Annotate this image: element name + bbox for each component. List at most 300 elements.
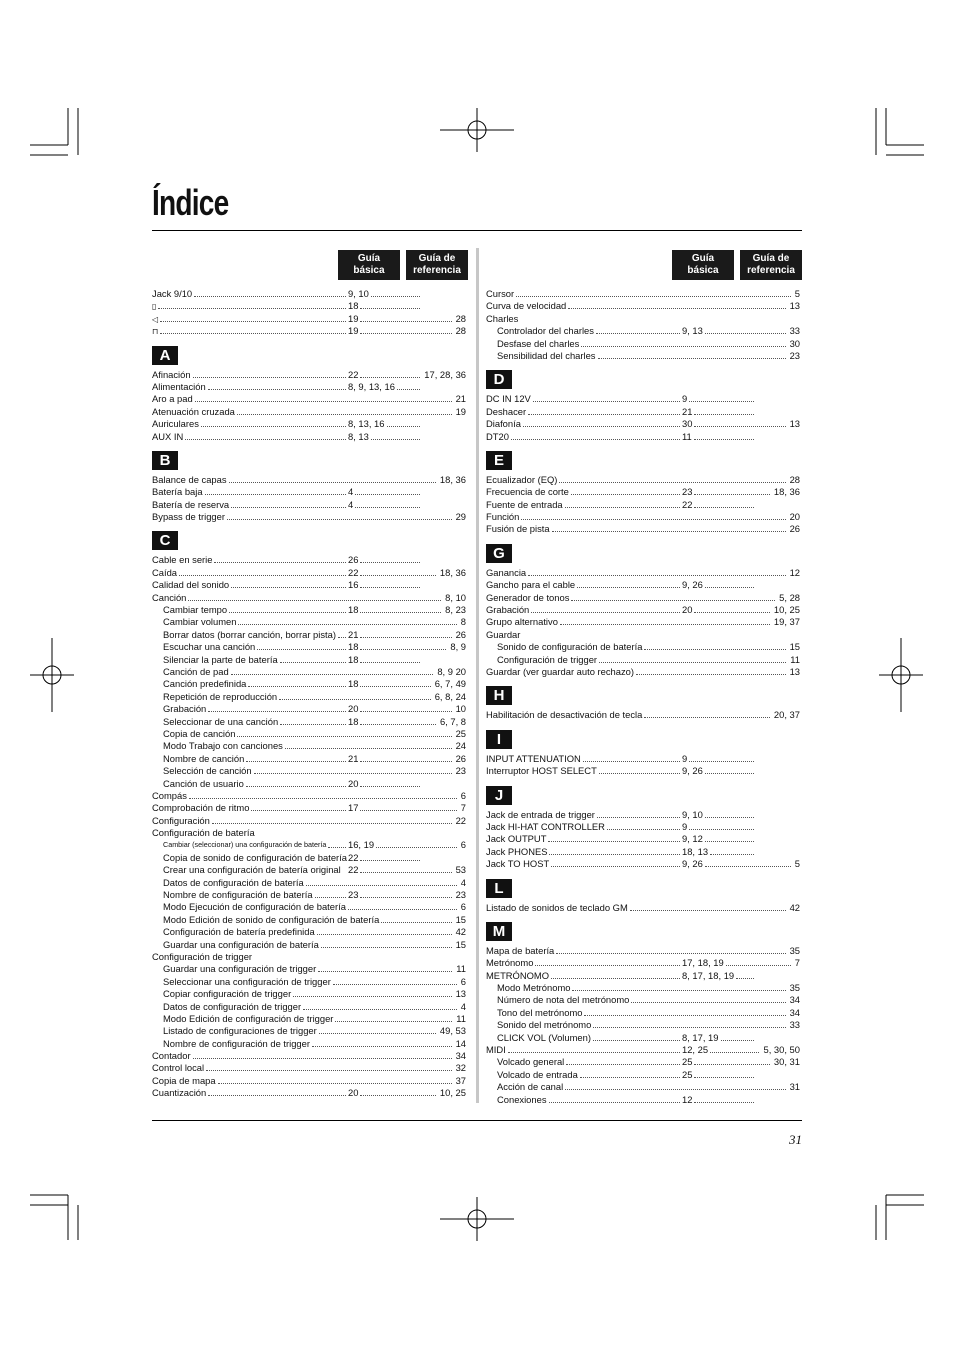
index-entry [152,926,468,938]
entry-label: Configuración de trigger [497,653,598,665]
dot-leader [237,736,452,737]
reference-guide-pages: 19 [455,405,466,417]
index-entry [486,846,802,858]
index-entry [152,728,468,740]
index-entry [486,753,802,765]
dot-leader [251,810,346,811]
entry-label: Sonido de configuración de batería [497,641,643,653]
index-entry [152,431,468,443]
index-entry [152,827,468,839]
dot-leader [636,674,786,675]
reference-guide-pages: 35 [789,944,800,956]
index-entry [486,709,802,721]
basic-guide-pages: 9, 10 [682,808,703,820]
index-entry [486,431,802,443]
reference-guide-pages: 4 [460,876,466,888]
dot-leader [315,897,346,898]
entry-label: Silenciar la parte de batería [163,653,278,665]
basic-guide-pages: 9 [682,820,688,832]
reference-guide-pages: 20 [789,511,800,523]
reference-guide-pages: 11 [456,1012,466,1024]
entry-label: Configuración de trigger [152,950,253,962]
dot-leader [607,829,680,830]
reference-guide-pages: 30 [789,337,800,349]
section-letter-b: B [152,451,178,470]
pad-icon: ⊓ [152,327,159,337]
entry-label: Configuración [152,814,210,826]
entry-label: Conexiones [497,1093,547,1105]
entry-label: Nombre de configuración de batería [163,889,313,901]
dot-leader [528,414,680,415]
dot-leader [535,965,680,966]
index-entry [152,703,468,715]
section-letter-g: G [486,544,512,563]
basic-guide-pages: 22 [348,368,359,380]
basic-guide-pages: 21 [348,752,359,764]
dot-leader [572,990,786,991]
index-entry [486,902,802,914]
dot-leader [705,841,754,842]
dot-leader [318,971,452,972]
reference-guide-pages: 15 [455,938,466,950]
index-entry [152,963,468,975]
basic-guide-pages: 12, 25 [682,1044,709,1056]
reference-guide-pages: 18, 36 [773,486,800,498]
dot-leader [705,773,754,774]
entry-label: Guardar una configuración de trigger [163,963,317,975]
index-entry [486,616,802,628]
reference-guide-pages: 6 [460,789,466,801]
entry-label: Jack PHONES [486,845,548,857]
reference-guide-pages: 23 [455,889,466,901]
index-entry [486,300,802,312]
index-entry [152,579,468,591]
dot-leader [238,624,457,625]
dot-leader [360,662,420,663]
entry-label: Cursor [486,288,515,299]
dot-leader [293,996,452,997]
reference-guide-pages: 11 [790,653,800,665]
entry-label: Bypass de trigger [152,511,225,523]
dot-leader [355,507,420,508]
speaker-icon [152,313,160,326]
dot-leader [355,494,420,495]
basic-guide-pages: 9, 26 [682,765,703,777]
dot-leader [596,333,680,334]
entry-label: INPUT ATTENUATION [486,752,581,764]
entry-label: Fusión de pista [486,523,550,535]
dot-leader [689,401,754,402]
header-basic-line1: Guía [691,253,715,264]
dot-leader [360,562,420,563]
entry-label: Listado de sonidos de teclado GM [486,901,628,913]
dot-leader [552,531,786,532]
index-entry [486,1081,802,1093]
reference-guide-pages: 25 [455,727,466,739]
entry-label: Cambiar (seleccionar) una configuración de batería [163,839,328,851]
dot-leader [577,587,680,588]
dot-leader [548,841,680,842]
entry-label: Atenuación cruzada [152,405,235,417]
basic-guide-pages: 9, 26 [682,579,703,591]
dot-leader [306,885,457,886]
basic-guide-pages: 11 [682,430,692,442]
title-rule [152,230,802,231]
section-letter-j: J [486,786,512,805]
dot-leader [551,978,680,979]
dot-leader [360,377,420,378]
index-entry [152,1001,468,1013]
dot-leader [227,519,452,520]
entry-label: Escuchar una canción [163,641,256,653]
index-entry [486,629,802,641]
index-entry [152,486,468,498]
entry-label: Datos de configuración de trigger [163,1000,302,1012]
basic-guide-pages: 18 [348,300,359,312]
index-entry [486,338,802,350]
index-entry [152,901,468,913]
section-letter-l: L [486,879,512,898]
entry-label: Control local [152,1062,205,1074]
index-entry [152,864,468,876]
index-entry [152,839,468,851]
index-entry [486,499,802,511]
dot-leader [705,587,754,588]
dot-leader [360,649,446,650]
dot-leader [705,817,754,818]
section-letter-d: D [486,370,512,389]
entry-label: Modo Ejecución de configuración de batería [163,901,346,913]
index-entry [486,406,802,418]
reference-guide-pages: 26 [455,628,466,640]
reference-guide-pages: 24 [455,740,466,752]
speaker-icon: ◁ [152,314,159,324]
entry-label: Volcado general [497,1056,565,1068]
entry-label: Habilitación de desactivación de tecla [486,709,643,721]
reference-guide-pages: 8, 23 [445,604,466,616]
reference-guide-pages: 7 [794,957,800,969]
index-entry [486,1044,802,1056]
entry-label: Configuración de batería [152,827,255,839]
dot-leader [208,1095,346,1096]
entry-label: Balance de capas [152,473,227,485]
entry-label: Fuente de entrada [486,498,563,510]
dot-leader [194,296,346,297]
header-ref-line2: referencia [747,265,795,276]
entry-label: Jack HI-HAT CONTROLLER [486,820,605,832]
dot-leader [584,1015,786,1016]
index-entry [152,790,468,802]
dot-leader [694,494,770,495]
entry-label: Modo Edición de sonido de configuración de batería [163,913,380,925]
entry-label: Guardar una configuración de batería [163,938,319,950]
entry-label: Grupo alternativo [486,616,558,628]
reference-guide-pages: 6 [460,901,466,913]
entry-label: Listado de configuraciones de trigger [163,1025,317,1037]
entry-label: Gancho para el cable [486,579,576,591]
reference-guide-pages: 49, 53 [439,1025,466,1037]
dot-leader [533,401,680,402]
reference-guide-pages: 18, 36 [439,473,466,485]
index-entry [486,288,802,300]
basic-guide-pages: 21 [682,405,693,417]
dot-leader [516,296,791,297]
dot-leader [335,1021,452,1022]
dot-leader [158,308,346,309]
entry-label: Sensibilidad del charles [497,349,596,361]
basic-guide-pages: 23 [348,889,359,901]
reference-guide-pages: 5, 28 [779,591,800,603]
index-entry [152,877,468,889]
index-entry [152,691,468,703]
basic-guide-pages: 8, 13, 16 [348,418,385,430]
dot-leader [387,426,420,427]
reference-guide-pages: 4 [460,1000,466,1012]
entry-label: Tono del metrónomo [497,1006,583,1018]
entry-label: Grabación [486,604,530,616]
dot-leader [360,761,452,762]
index-entry [152,1062,468,1074]
reference-guide-pages: 5, 30, 50 [763,1044,800,1056]
reference-guide-pages: 15 [455,913,466,925]
entry-label: Guardar [486,628,521,640]
basic-guide-pages: 8, 9, 13, 16 [348,380,395,392]
reference-guide-pages: 34 [455,1050,466,1062]
index-entry [486,567,802,579]
dot-leader [348,909,457,910]
entry-label: Canción de pad [163,665,229,677]
entry-label: Curva de velocidad [486,300,567,312]
index-entry [486,666,802,678]
basic-guide-pages: 8, 17, 18, 19 [682,969,735,981]
dot-leader [710,854,754,855]
page-number: 31 [789,1132,802,1147]
section-letter-a: A [152,346,178,365]
basic-guide-pages: 22 [348,851,359,863]
dot-leader [565,1089,786,1090]
dot-leader [193,377,346,378]
reference-guide-pages: 26 [455,752,466,764]
dot-leader [229,612,346,613]
dot-leader [581,346,786,347]
dot-leader [694,1102,754,1103]
dot-leader [160,321,346,322]
dot-leader [593,1027,786,1028]
basic-guide-pages: 17 [348,802,359,814]
reference-guide-pages: 5 [794,858,800,870]
basic-guide-pages: 18, 13 [682,845,709,857]
entry-label: Modo Trabajo con canciones [163,740,283,752]
dot-leader [694,507,754,508]
entry-label: Número de nota del metrónomo [497,994,630,1006]
index-entry [486,833,802,845]
index-entry [486,474,802,486]
dot-leader [630,910,786,911]
index-entry [152,1075,468,1087]
header-basic-line2: básica [353,265,385,276]
index-entry [486,511,802,523]
index-entry [152,740,468,752]
dot-leader [208,711,346,712]
header-ref-line1: Guía de [752,253,790,264]
dot-leader [694,612,770,613]
reference-guide-pages: 22 [455,814,466,826]
section-letter-h: H [486,686,512,705]
section-letter-i: I [486,730,512,749]
reference-guide-pages: 19, 37 [773,616,800,628]
basic-guide-pages: 8, 13 [348,430,369,442]
dot-leader [694,414,754,415]
basic-guide-pages: 9, 12 [682,833,703,845]
column-header [486,250,802,288]
index-entry [152,753,468,765]
dot-leader [710,1052,759,1053]
dot-leader [179,575,346,576]
entry-label: Datos de configuración de batería [163,876,304,888]
entry-label: Comprobación de ritmo [152,802,250,814]
entry-label: MIDI [486,1044,506,1056]
entry-label: Modo Edición de configuración de trigger [163,1012,334,1024]
dot-leader [231,507,346,508]
dot-leader [360,872,452,873]
entry-label: Borrar datos (borrar canción, borrar pista) [163,628,336,640]
dot-leader [523,426,680,427]
dot-leader [644,717,770,718]
dot-leader [246,786,346,787]
index-entry [152,1050,468,1062]
reference-guide-pages: 34 [789,1006,800,1018]
index-entry [152,716,468,728]
basic-guide-pages: 4 [348,486,354,498]
entry-label: Guardar (ver guardar auto rechazo) [486,665,634,677]
reference-guide-pages: 21 [455,393,466,405]
index-entry [152,976,468,988]
reference-guide-pages: 17, 28, 36 [424,368,466,380]
entry-label: Jack 9/10 [152,288,193,299]
index-entry [152,393,468,405]
dot-leader [721,1040,754,1041]
entry-label: Jack OUTPUT [486,833,547,845]
index-entry [152,499,468,511]
index-entry [152,815,468,827]
index-entry [486,604,802,616]
dot-leader [195,401,452,402]
reference-guide-pages: 23 [455,765,466,777]
index-entry [486,313,802,325]
entry-label: Nombre de configuración de trigger [163,1037,310,1049]
entry-label: Cambiar tempo [163,604,228,616]
index-entry [152,418,468,430]
reference-guide-pages: 10 [455,703,466,715]
reference-guide-pages: 7 [460,802,466,814]
entry-label: Copia de mapa [152,1074,216,1086]
reference-guide-pages: 8, 9 [450,641,466,653]
dot-leader [528,575,786,576]
dot-leader [631,1002,786,1003]
basic-guide-pages: 20 [682,604,693,616]
entry-label: AUX IN [152,430,184,442]
reference-guide-pages: 6 [460,975,466,987]
index-entry [152,369,468,381]
basic-guide-pages: 20 [348,703,359,715]
dot-leader [312,1046,452,1047]
entry-label: Desfase del charles [497,337,580,349]
dot-leader [212,823,452,824]
basic-guide-pages: 18 [348,604,359,616]
index-entry [486,765,802,777]
entry-label: Compás [152,789,187,801]
basic-guide-pages: 22 [348,864,359,876]
index-entry [486,1007,802,1019]
index-entry [486,486,802,498]
index-entry [152,406,468,418]
entry-label: Sonido del metrónomo [497,1019,592,1031]
dot-leader [257,649,346,650]
reference-guide-pages: 6, 8, 24 [434,690,466,702]
reference-guide-pages: 34 [789,994,800,1006]
index-entry [486,994,802,1006]
reference-guide-pages: 29 [455,511,466,523]
reference-guide-pages: 14 [455,1037,466,1049]
dot-leader [360,810,457,811]
dot-leader [694,1064,770,1065]
page-title: Índice [152,182,229,223]
dot-leader [231,674,433,675]
entry-label: Contador [152,1050,191,1062]
index-entry [152,889,468,901]
reference-guide-pages: 6 [460,839,466,851]
entry-label: Acción de canal [497,1081,564,1093]
dot-leader [376,847,457,848]
basic-guide-pages: 16 [348,579,359,591]
basic-guide-pages: 18 [348,678,359,690]
index-entry [152,778,468,790]
dot-leader [360,637,452,638]
dot-leader [201,426,346,427]
entry-label: Seleccionar una configuración de trigger [163,975,331,987]
entry-label: Cambiar volumen [163,616,237,628]
dot-leader [214,562,346,563]
index-entry [486,1069,802,1081]
entry-label: Ecualizador (EQ) [486,473,558,485]
dot-leader [371,296,420,297]
screen-icon [152,300,158,313]
dot-leader [597,817,680,818]
entry-label: Canción predefinida [163,678,247,690]
entry-label: Selección de canción [163,765,252,777]
reference-guide-pages: 53 [455,864,466,876]
index-entry [152,592,468,604]
basic-guide-pages: 9 [682,752,688,764]
index-entries-right [486,288,802,1106]
dot-leader [360,686,431,687]
column-divider [476,248,479,1103]
basic-guide-pages: 19 [348,312,359,324]
dot-leader [237,414,452,415]
basic-guide-pages: 9, 26 [682,858,703,870]
basic-guide-pages: 12 [682,1093,693,1105]
dot-leader [280,662,346,663]
dot-leader [360,321,452,322]
reference-guide-pages: 18, 36 [439,566,466,578]
basic-guide-pages: 19 [348,325,359,337]
entry-label: Configuración de batería predefinida [163,926,315,938]
index-entry [486,641,802,653]
pad-icon [152,325,160,338]
basic-guide-pages: 22 [682,498,693,510]
dot-leader [599,662,786,663]
section-letter-e: E [486,451,512,470]
